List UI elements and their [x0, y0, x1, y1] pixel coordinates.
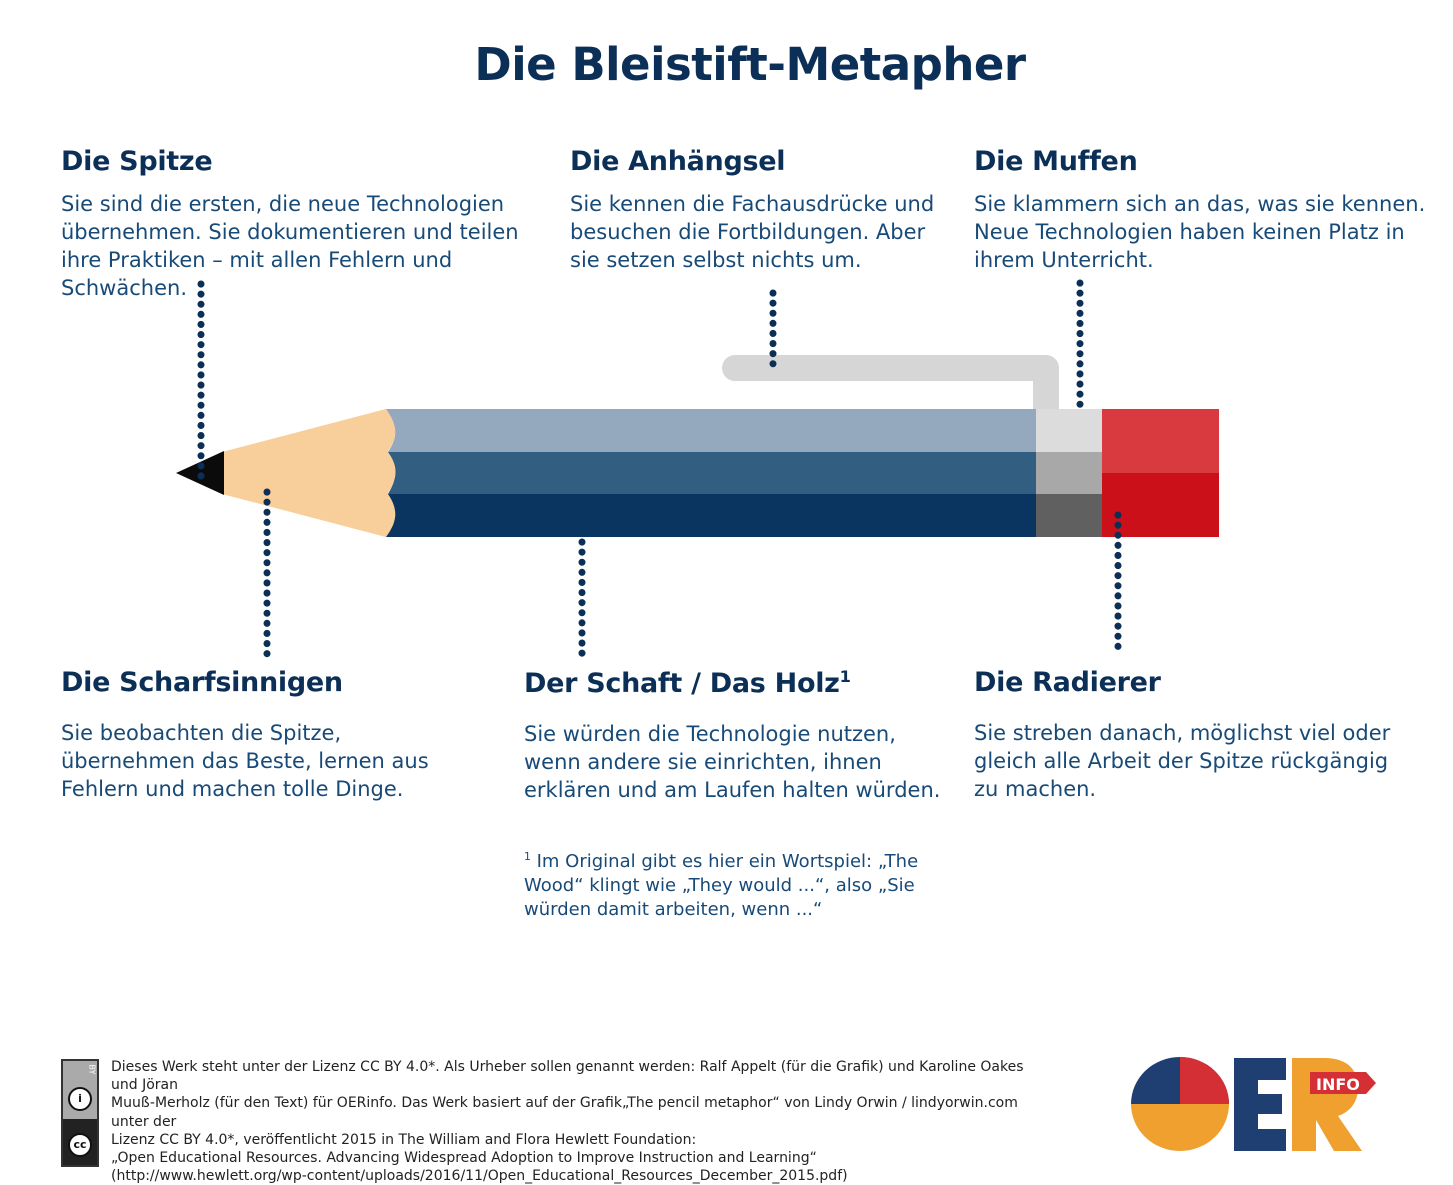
- logo-r: [1292, 1058, 1362, 1151]
- section-radierer: [974, 667, 1414, 803]
- section-schaft-text: Sie würden die Technologie nutzen, wenn andere sie einrichten, ihnen erklären und am Laufen halten würden.: [524, 722, 941, 802]
- license-line-2: Muuß-Merholz (für den Text) für OERinfo. Das Werk basiert auf der Grafik„The pencil metaphor“ von Lindy Orwin / lindyorwin.com unter der: [111, 1095, 1018, 1130]
- section-schaft: [524, 667, 954, 804]
- pencil-shaft-middle: [388, 452, 1036, 494]
- section-anhaengsel-text: Sie kennen die Fachausdrücke und besuchen die Fortbildungen. Aber sie setzen selbst nichts um.: [570, 192, 935, 272]
- oer-logo: [1131, 1057, 1376, 1151]
- footnote: [524, 845, 954, 922]
- pencil-eraser-top: [1102, 409, 1219, 473]
- cc-by-badge-icon: [61, 1059, 99, 1167]
- pencil-shaft-top: [386, 409, 1036, 452]
- pencil-wood: [222, 409, 396, 537]
- license-text: [111, 1058, 1051, 1185]
- page-title: Die Bleistift-Metapher: [474, 38, 1026, 91]
- footnote-marker: 1: [524, 850, 531, 863]
- section-muffen-text: Sie klammern sich an das, was sie kennen. Neue Technologien haben keinen Platz in ihrem Unterricht.: [974, 192, 1426, 272]
- section-scharfsinnigen-heading: Die Scharfsinnigen: [61, 667, 343, 698]
- pencil-shaft-bottom: [386, 494, 1036, 537]
- section-anhaengsel: [570, 146, 950, 274]
- section-muffen-heading: Die Muffen: [974, 146, 1138, 177]
- section-schaft-heading-text: Der Schaft / Das Holz: [524, 668, 840, 699]
- logo-info-text: INFO: [1316, 1075, 1360, 1094]
- pencil-ferrule-middle: [1036, 452, 1102, 494]
- cc-logo-icon: cc: [68, 1133, 92, 1157]
- pencil-ferrule-bottom: [1036, 494, 1102, 537]
- logo-e: [1234, 1058, 1286, 1151]
- cc-by-label: BY: [87, 1064, 97, 1075]
- section-schaft-heading-sup: 1: [839, 667, 851, 686]
- pencil-ferrule-top: [1036, 409, 1102, 452]
- section-scharfsinnigen: [61, 667, 441, 803]
- section-schaft-heading: [524, 667, 954, 699]
- logo-o-red: [1180, 1057, 1229, 1104]
- section-spitze-heading: Die Spitze: [61, 146, 213, 177]
- footnote-text: Im Original gibt es hier ein Wortspiel: „The Wood“ klingt wie „They would ...“, also „Sie würden damit arbeiten, wenn ...“: [524, 851, 919, 920]
- license-line-5: (http://www.hewlett.org/wp-content/uploads/2016/11/Open_Educational_Resources_December_2015.pdf): [111, 1168, 848, 1185]
- section-scharfsinnigen-text: Sie beobachten die Spitze, übernehmen das Beste, lernen aus Fehlern und machen tolle Dinge.: [61, 721, 429, 801]
- section-radierer-text: Sie streben danach, möglichst viel oder gleich alle Arbeit der Spitze rückgängig zu machen.: [974, 721, 1391, 801]
- logo-o-bottom: [1131, 1104, 1229, 1151]
- license-line-3: Lizenz CC BY 4.0*, veröffentlicht 2015 in The William and Flora Hewlett Foundation:: [111, 1131, 697, 1148]
- section-spitze-text: Sie sind die ersten, die neue Technologien übernehmen. Sie dokumentieren und teilen ihre Praktiken – mit allen Fehlern und Schwächen.: [61, 192, 519, 300]
- pencil-clip: [735, 368, 1046, 410]
- cc-person-icon: i: [68, 1087, 92, 1111]
- section-anhaengsel-heading: Die Anhängsel: [570, 146, 786, 177]
- section-spitze: [61, 146, 541, 302]
- section-muffen: [974, 146, 1444, 274]
- license-line-1: Dieses Werk steht unter der Lizenz CC BY 4.0*. Als Urheber sollen genannt werden: Ralf Appelt (für die Grafik) und Karoline Oakes und Jöran: [111, 1059, 1024, 1094]
- section-radierer-heading: Die Radierer: [974, 667, 1161, 698]
- license-line-4: „Open Educational Resources. Advancing Widespread Adoption to Improve Instruction and Learning“: [111, 1150, 817, 1167]
